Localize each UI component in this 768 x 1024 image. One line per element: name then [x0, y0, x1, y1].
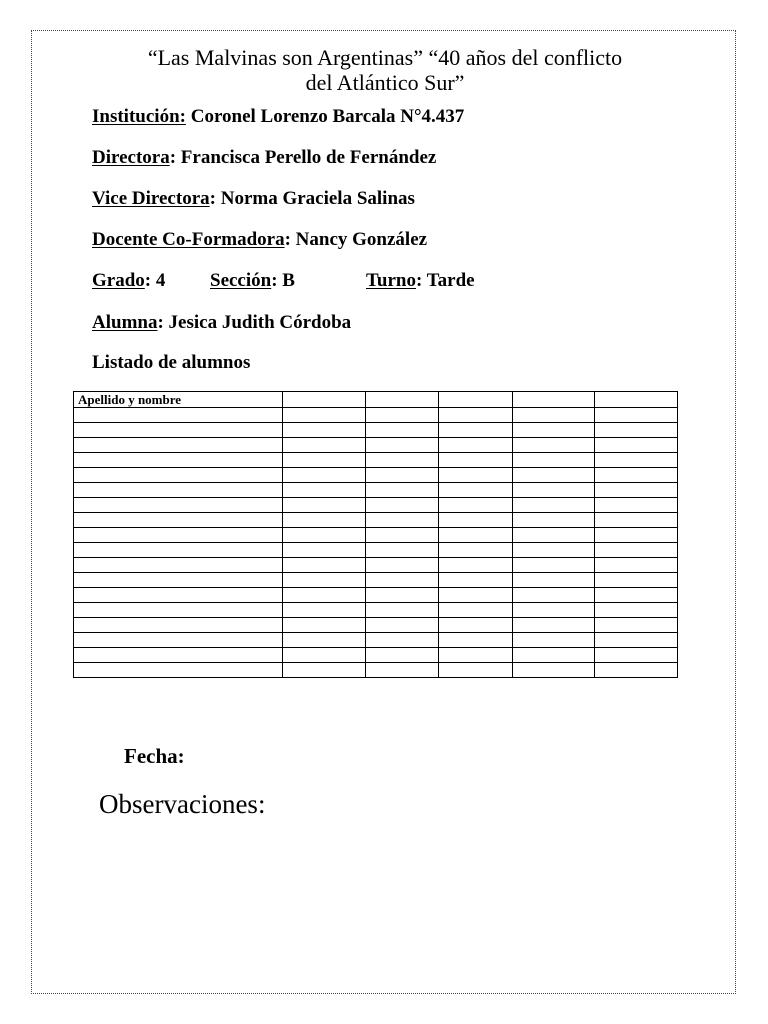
table-cell: [439, 618, 513, 633]
table-cell: [595, 438, 678, 453]
table-row: [74, 438, 678, 453]
table-row: [74, 648, 678, 663]
table-cell: [74, 453, 283, 468]
table-cell: [283, 513, 366, 528]
table-cell: [513, 453, 595, 468]
table-row: [74, 663, 678, 678]
table-cell: [74, 648, 283, 663]
table-cell: [366, 558, 439, 573]
grado-field: [92, 269, 165, 293]
institucion-line: [92, 105, 464, 129]
table-cell: [513, 588, 595, 603]
table-cell: [439, 648, 513, 663]
table-cell: [439, 663, 513, 678]
table-cell: [283, 603, 366, 618]
table-cell: [283, 468, 366, 483]
table-cell: [74, 468, 283, 483]
table-cell: [595, 663, 678, 678]
table-cell: [513, 468, 595, 483]
table-cell: [74, 618, 283, 633]
table-cell: [283, 528, 366, 543]
table-cell: [74, 528, 283, 543]
table-row: [74, 498, 678, 513]
table-row: [74, 558, 678, 573]
header-apellido-nombre: Apellido y nombre: [74, 392, 283, 408]
table-cell: [439, 468, 513, 483]
table-cell: [366, 663, 439, 678]
table-cell: [366, 573, 439, 588]
table-cell: [283, 408, 366, 423]
vice-directora-value: : Norma Graciela Salinas: [209, 188, 415, 209]
table-cell: [366, 603, 439, 618]
table-cell: [283, 663, 366, 678]
table-cell: [283, 618, 366, 633]
table-cell: [366, 543, 439, 558]
table-cell: [513, 483, 595, 498]
table-cell: [595, 573, 678, 588]
table-cell: [283, 483, 366, 498]
turno-label: Turno: [366, 270, 416, 291]
table-cell: [439, 483, 513, 498]
table-cell: [513, 648, 595, 663]
table-cell: [439, 513, 513, 528]
table-cell: [366, 618, 439, 633]
table-row: [74, 633, 678, 648]
header-cell: [283, 392, 366, 408]
table-row: [74, 423, 678, 438]
grado-seccion-turno-line: [92, 269, 542, 293]
seccion-value: : B: [271, 270, 295, 291]
table-row: [74, 543, 678, 558]
table-cell: [74, 513, 283, 528]
docente-line: [92, 228, 427, 252]
students-table: [73, 391, 678, 678]
table-cell: [595, 528, 678, 543]
table-cell: [283, 573, 366, 588]
table-cell: [439, 558, 513, 573]
directora-value: : Francisca Perello de Fernández: [169, 147, 437, 168]
table-cell: [439, 633, 513, 648]
table-cell: [283, 648, 366, 663]
table-cell: [74, 423, 283, 438]
table-cell: [366, 588, 439, 603]
institucion-label: Institución:: [92, 106, 186, 127]
table-cell: [439, 453, 513, 468]
table-cell: [513, 513, 595, 528]
table-cell: [595, 483, 678, 498]
fecha-label: Fecha:: [124, 744, 185, 768]
table-cell: [439, 423, 513, 438]
table-cell: [513, 438, 595, 453]
table-cell: [74, 408, 283, 423]
table-cell: [513, 603, 595, 618]
table-cell: [74, 603, 283, 618]
observaciones-label: Observaciones:: [99, 789, 266, 819]
table-cell: [74, 588, 283, 603]
table-cell: [595, 423, 678, 438]
table-cell: [513, 423, 595, 438]
table-cell: [74, 573, 283, 588]
table-cell: [595, 633, 678, 648]
table-cell: [74, 558, 283, 573]
table-cell: [595, 543, 678, 558]
table-row: [74, 603, 678, 618]
table-cell: [283, 588, 366, 603]
header-cell: [366, 392, 439, 408]
table-cell: [366, 528, 439, 543]
table-cell: [366, 513, 439, 528]
header-cell: [439, 392, 513, 408]
list-title: Listado de alumnos: [92, 352, 251, 373]
table-cell: [595, 603, 678, 618]
table-cell: [366, 483, 439, 498]
table-cell: [283, 558, 366, 573]
table-cell: [595, 498, 678, 513]
table-row: [74, 618, 678, 633]
table-row: [74, 468, 678, 483]
table-cell: [74, 543, 283, 558]
table-cell: [366, 408, 439, 423]
table-cell: [439, 588, 513, 603]
table-cell: [366, 453, 439, 468]
table-cell: [595, 618, 678, 633]
alumna-line: [92, 311, 351, 335]
table-cell: [366, 438, 439, 453]
table-cell: [283, 543, 366, 558]
table-cell: [366, 633, 439, 648]
table-cell: [595, 468, 678, 483]
institucion-value: Coronel Lorenzo Barcala N°4.437: [185, 106, 465, 127]
table-cell: [513, 528, 595, 543]
table-row: [74, 483, 678, 498]
table-cell: [513, 618, 595, 633]
table-cell: [595, 453, 678, 468]
table-cell: [595, 408, 678, 423]
title-line-2: del Atlántico Sur”: [305, 70, 465, 95]
header-cell: [595, 392, 678, 408]
table-cell: [366, 468, 439, 483]
table-row: [74, 513, 678, 528]
table-cell: [439, 498, 513, 513]
turno-field: [366, 269, 475, 293]
table-row: [74, 588, 678, 603]
table-cell: [366, 648, 439, 663]
seccion-field: [210, 269, 295, 293]
table-cell: [595, 588, 678, 603]
table-cell: [283, 423, 366, 438]
table-cell: [513, 408, 595, 423]
table-cell: [595, 648, 678, 663]
table-cell: [74, 483, 283, 498]
vice-directora-label: Vice Directora: [92, 188, 210, 209]
table-row: [74, 573, 678, 588]
table-body: [74, 408, 678, 678]
table-cell: [513, 573, 595, 588]
document-title: [80, 45, 690, 95]
table-cell: [283, 498, 366, 513]
table-cell: [595, 513, 678, 528]
table-cell: [439, 573, 513, 588]
table-cell: [74, 633, 283, 648]
grado-value: : 4: [144, 270, 166, 291]
table-cell: [74, 663, 283, 678]
title-line-1: “Las Malvinas son Argentinas” “40 años del conflicto: [147, 45, 623, 70]
table-cell: [283, 633, 366, 648]
table-cell: [283, 438, 366, 453]
table-cell: [513, 663, 595, 678]
table-cell: [283, 453, 366, 468]
table-cell: [366, 498, 439, 513]
table-cell: [439, 438, 513, 453]
table-cell: [513, 498, 595, 513]
table-cell: [439, 528, 513, 543]
table-cell: [366, 423, 439, 438]
table-cell: [439, 408, 513, 423]
table-cell: [513, 543, 595, 558]
table-cell: [513, 633, 595, 648]
table-cell: [439, 603, 513, 618]
grado-label: Grado: [92, 270, 145, 291]
seccion-label: Sección: [210, 270, 272, 291]
directora-line: [92, 146, 436, 170]
directora-label: Directora: [92, 147, 170, 168]
alumna-label: Alumna: [92, 312, 158, 333]
vice-directora-line: [92, 187, 415, 211]
table-cell: [595, 558, 678, 573]
docente-value: : Nancy González: [284, 229, 428, 250]
table-header-row: [74, 392, 678, 408]
table-row: [74, 408, 678, 423]
alumna-value: : Jesica Judith Córdoba: [157, 312, 352, 333]
table-cell: [513, 558, 595, 573]
table-cell: [439, 543, 513, 558]
table-cell: [74, 438, 283, 453]
turno-value: : Tarde: [416, 270, 475, 291]
table-row: [74, 453, 678, 468]
table-cell: [74, 498, 283, 513]
header-cell: [513, 392, 595, 408]
docente-label: Docente Co-Formadora: [92, 229, 285, 250]
table-row: [74, 528, 678, 543]
